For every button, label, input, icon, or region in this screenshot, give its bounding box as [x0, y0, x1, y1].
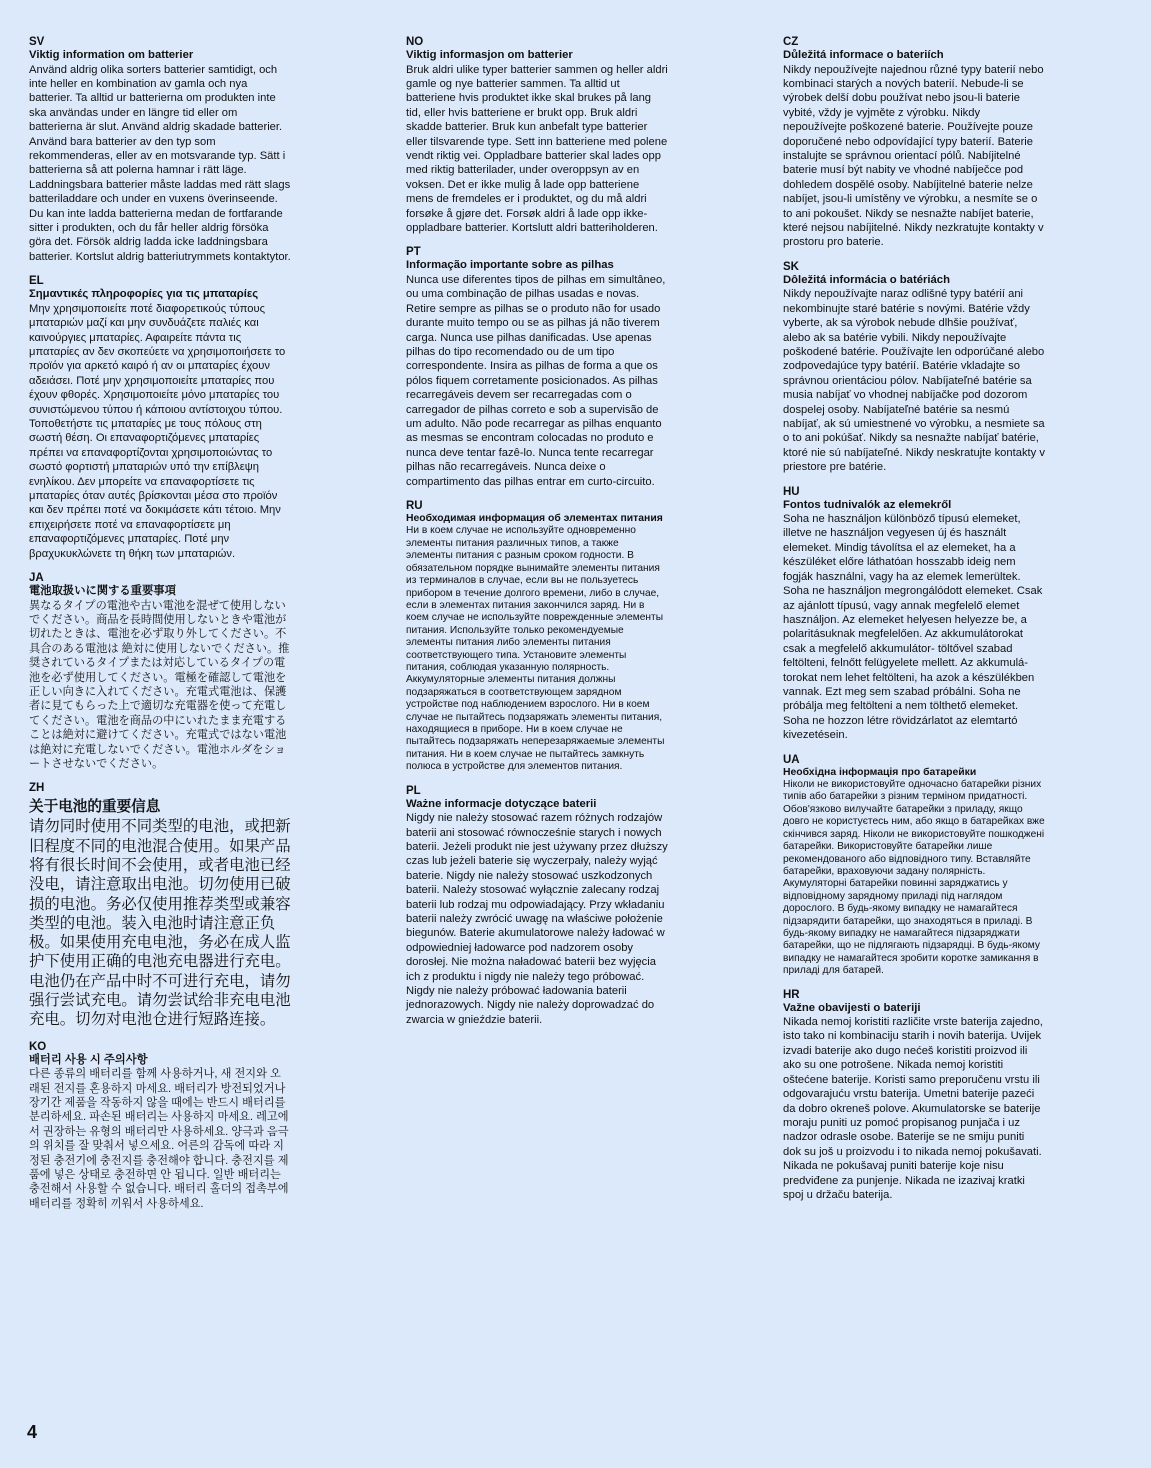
- section-body: 请勿同时使用不同类型的电池，或把新旧程度不同的电池混合使用。如果产品将有很长时间不会使用，或者电池已经没电，请注意取出电池。切勿使用已破损的电池。务必仅使用推荐类型或兼容类型的电池。装入电池时请注意正负极。如果使用充电电池，务必在成人监护下使用正确的电池充电器进行充电。电池仍在产品中时不可进行充电，请勿强行尝试充电。请勿尝试给非充电电池充电。切勿对电池仓进行短路连接。: [29, 818, 291, 1029]
- language-code: NO: [406, 36, 424, 48]
- section-body: Nikdy nepoužívejte najednou různé typy baterií nebo kombinaci starých a nových baterií. Nebude-li se výrobek delší dobu používat nebo jsou-li baterie vybité, vždy je vyjměte z výrobku. Nikdy nepoužívejte poškozené baterie. Používejte pouze doporučené nebo odpovídající typy baterií. Baterie instalujte se správnou orientací pólů. Nabíjitelné baterie musí být nabity ve vhodné nabíječce pod dohledem dospělé osoby. Nabíjitelné baterie nelze nabíjet, jsou-li umístěny ve výrobku, a nesmíte se o to ani pokoušet. Nikdy se nesnažte nabíjet baterie, které nejsou nabíjitelné. Nikdy nezkratujte kontakty v prostoru pro baterie.: [783, 63, 1044, 249]
- section-hu: [783, 486, 1045, 743]
- section-body: Nikdy nepoužívajte naraz odlišné typy batérií ani nekombinujte staré batérie s novými. Batérie vždy vyberte, ak sa výrobok nebude dlhšie používať, alebo ak sa batérie vybili. Nikdy nepoužívajte poškodené batérie. Používajte len odporúčané alebo zodpovedajúce typy batérií. Batérie vkladajte so správnou orientáciou pólov. Nabíjateľné batérie sa musia nabíjať vo vhodnej nabíjačke pod dozorom dospelej osoby. Nabíjateľné batérie sa nesmú nabíjať, ak sú umiestnené vo výrobku, a nesmiete sa o to ani pokúšať. Nikdy sa nesnažte nabíjať batérie, ktoré nie sú nabíjateľné. Nikdy neskratujte kontakty v priestore pre batérie.: [783, 288, 1045, 474]
- section-heading: Važne obavijesti o bateriji: [783, 1001, 921, 1014]
- section-body: Nigdy nie należy stosować razem różnych rodzajów baterii ani stosować równocześnie starych i nowych baterii. Jeżeli produkt nie jest używany przez dłuższy czas lub jeżeli baterie się wyczerpały, należy wyjąć baterie. Nigdy nie należy stosować uszkodzonych baterii. Należy stosować wyłącznie zalecany rodzaj baterii lub rodzaj mu odpowiadający. Przy wkładaniu baterii należy zwrócić uwagę na właściwe położenie biegunów. Baterie akumulatorowe należy ładować w odpowiedniej ładowarce pod nadzorem osoby dorosłej. Nie można naładować baterii bez wyjęcia ich z produktu i nigdy nie należy tego próbować. Nigdy nie należy próbować ładowania baterii jednorazowych. Nigdy nie należy doprowadzać do zwarcia w gnieździe baterii.: [406, 812, 668, 1026]
- language-code: HR: [783, 988, 800, 1001]
- section-ua: [783, 754, 1045, 978]
- section-heading: Informação importante sobre as pilhas: [406, 259, 614, 272]
- section-body: Μην χρησιμοποιείτε ποτέ διαφορετικούς τύπους μπαταριών μαζί και μην συνδυάζετε παλιές και καινούργιες μπαταρίες. Αφαιρείτε πάντα τις μπαταρίες αν δεν σκοπεύετε να χρησιμοποιήσετε το προϊόν για αρκετό καιρό ή αν οι μπαταρίες έχουν αδειάσει. Ποτέ μην χρησιμοποιείτε μπαταρίες που έχουν φθορές. Χρησιμοποιείτε μόνο μπαταρίες του συνιστώμενου τύπου ή κάποιου αντίστοιχου τύπου. Τοποθετήστε τις μπαταρίες με τους πόλους στη σωστή θέση. Οι επαναφορτιζόμενες μπαταρίες πρέπει να επαναφορτίζονται χρησιμοποιώντας το σωστό φορτιστή μπαταριών υπό την επίβλεψη ενηλίκου. Δεν μπορείτε να επαναφορτίσετε τις μπαταρίες όταν αυτές βρίσκονται μέσα στο προϊόν και δεν πρέπει ποτέ να δοκιμάσετε κάτι τέτοιο. Μην επιχειρήσετε ποτέ να επαναφορτίσετε μη επαναφορτιζόμενες μπαταρίες. Ποτέ μην βραχυκυκλώνετε τη θήκη των μπαταριών.: [29, 302, 286, 560]
- section-body: Ни в коем случае не используйте одновременно элементы питания различных типов, а также элементы питания с разным сроком годности. В обязательном порядке вынимайте элементы питания из терминалов в случае, если вы не пользуетесь прибором в течение долгого времени, либо в случае, если в элементах питания закончился заряд. Ни в коем случае не используйте поврежденные элементы питания. Используйте только рекомендуемые элементы питания либо элементы питания соответствующего типа. Установите элементы питания, соблюдая указанную полярность. Аккумуляторные элементы питания должны подзаряжаться в соответствующем зарядном устройстве под наблюдением взрослого. Ни в коем случае не пытайтесь подзаряжать элементы питания, находящиеся в приборе. Ни в коем случае не пытайтесь подзаряжать неперезаряжаемые элементы питания. Ни в коем случае не пытайтесь замкнуть полюса в устройстве для элементов питания.: [406, 525, 665, 773]
- section-heading: Viktig information om batterier: [29, 49, 194, 61]
- language-code: SK: [783, 260, 799, 273]
- language-code: ZH: [29, 782, 45, 795]
- language-code: CZ: [783, 36, 799, 48]
- section-body: Soha ne használjon különböző típusú elemeket, illetve ne használjon vegyesen új és használt elemeket. Mindig távolítsa el az elemeket, ha a készüléket előre láthatóan hosszabb ideig nem fogják használni, vagy ha az elemek lemerültek. Soha ne használjon megrongálódott elemeket. Csak az ajánlott típusú, vagy annak megfelelő elemet használjon. Az elemeket helyesen helyezze be, a polaritásuknak megfelelően. Az akkumulátorokat csak a megfelelő akkumulátor- töltővel szabad feltölteni, felnőtt felügyelete mellett. Az akkumulá- torokat nem lehet feltölteni, ha azok a készülékben vannak. Ezt meg sem szabad próbálni. Soha ne próbálja meg feltölteni a nem tölthető elemeket. Soha ne hozzon létre rövidzárlatot az elemtartó kivezetésein.: [783, 513, 1043, 742]
- section-heading: Необхідна інформація про батарейки: [783, 766, 977, 778]
- section-heading: Dôležitá informácia o batériách: [783, 273, 950, 286]
- language-code: PL: [406, 784, 421, 797]
- section-heading: Viktig informasjon om batterier: [406, 49, 573, 61]
- section-zh: [29, 782, 291, 1029]
- section-ja: [29, 572, 291, 771]
- section-heading: 배터리 사용 시 주의사항: [29, 1053, 148, 1066]
- section-heading: 電池取扱いに関する重要事項: [29, 585, 176, 597]
- section-heading: Ważne informacje dotyczące baterii: [406, 797, 597, 810]
- language-code: EL: [29, 275, 44, 288]
- section-heading: 关于电池的重要信息: [29, 799, 161, 816]
- section-cz: [783, 36, 1045, 250]
- section-heading: Необходимая информация об элементах питания: [406, 512, 663, 524]
- section-body: Bruk aldri ulike typer batterier sammen og heller aldri gamle og nye batterier sammen. Ta alltid ut batteriene hvis produktet ikke skal brukes på lang tid, eller hvis batteriene er brukt opp. Bruk aldri skadde batterier. Bruk kun anbefalt type batterier eller tilsvarende type. Sett inn batteriene med polene vendt riktig vei. Oppladbare batterier skal lades opp med riktig batterilader, under overoppsyn av en voksen. Det er ikke mulig å lade opp batteriene mens de fremdeles er i produktet, og du må aldri forsøke å gjøre det. Forsøk aldri å lade opp ikke-oppladbare batterier. Kortslutt aldri batteriholderen.: [406, 63, 668, 234]
- section-pl: [406, 785, 668, 1028]
- section-heading: Σημαντικές πληροφορίες για τις μπαταρίες: [29, 288, 259, 301]
- section-sk: [783, 261, 1045, 475]
- language-code: KO: [29, 1040, 47, 1053]
- section-hr: [783, 989, 1045, 1203]
- language-code: SV: [29, 36, 45, 48]
- section-pt: [406, 246, 668, 489]
- section-body: Använd aldrig olika sorters batterier samtidigt, och inte heller en kombination av gamla och nya batterier. Ta alltid ur batterierna om produkten inte ska användas under en längre tid eller om batterierna är slut. Använd aldrig skadade batterier. Använd bara batterier av den typ som rekommenderas, eller av en motsvarande typ. Sätt i batterierna så att polerna hamnar i rätt läge. Laddningsbara batterier måste laddas med rätt slags batteriladdare och under en vuxens överinseende. Du kan inte ladda batterierna medan de fortfarande sitter i produkten, och du får heller aldrig försöka göra det. Försök aldrig ladda icke laddningsbara batterier. Kortslut aldrig batteriutrymmets kontaktytor.: [29, 63, 291, 263]
- language-code: HU: [783, 485, 800, 498]
- section-body: Ніколи не використовуйте одночасно батарейки різних типів або батарейки з різним терміном придатності. Обов'язково вилучайте батарейки з приладу, якщо довго не користуєтесь ним, або якщо в батарейках вже скінчився заряд. Ніколи не використовуйте пошкоджені батарейки. Використовуйте батарейки лише рекомендованого або відповідного типу. Вставляйте батарейки, враховуючи задану полярність. Акумуляторні батарейки повинні заряджатись у відповідному зарядному приладі під наглядом дорослого. В будь-якому випадку не намагайтеся підзарядити батарейки, що знаходяться в приладі. В будь-якому випадку не намагайтеся підзаряджати батарейки, що не підлягають підзарядці. В будь-якому випадку не намагайтеся зробити коротке замикання в приладі для батарей.: [783, 779, 1045, 977]
- column-3: [783, 36, 1045, 1213]
- section-el: [29, 275, 291, 561]
- section-heading: Důležitá informace o bateriích: [783, 49, 944, 61]
- section-body: Nikada nemoj koristiti različite vrste baterija zajedno, isto tako ni kombinaciju starih i novih baterija. Uvijek izvadi baterije ako dugo nećeš koristiti proizvod ili ako su one potrošene. Nikada nemoj koristiti oštećene baterije. Koristi samo preporučenu vrstu ili odgovarajuću vrstu baterija. Umetni baterije pazeći da dobro okreneš polove. Akumulatorske se baterije moraju puniti uz pomoć propisanog punjača i uz nadzor odrasle osobe. Baterije se ne smiju puniti dok su još u proizvodu i to nikada nemoj pokušavati. Nikada ne pokušavaj puniti baterije koje nisu predviđene za punjenje. Nikada ne izazivaj kratki spoj u držaču baterija.: [783, 1016, 1043, 1201]
- section-no: [406, 36, 668, 235]
- section-heading: Fontos tudnivalók az elemekről: [783, 498, 952, 511]
- column-2: [406, 36, 668, 1038]
- section-body: Nunca use diferentes tipos de pilhas em simultâneo, ou uma combinação de pilhas usadas e novas. Retire sempre as pilhas se o produto não for usado durante muito tempo ou se as pilhas já não tiverem carga. Nunca use pilhas danificadas. Use apenas pilhas do tipo recomendado ou de um tipo correspondente. Insira as pilhas de forma a que os pólos fiquem corretamente posicionados. As pilhas recarregáveis devem ser recarregadas com o carregador de pilhas correto e sob a supervisão de um adulto. Não pode recarregar as pilhas enquanto as mesmas se encontram colocadas no produto e nunca deve tentar fazê-lo. Nunca tente recarregar pilhas não recarregáveis. Nunca deixe o compartimento das pilhas entrar em curto-circuito.: [406, 273, 666, 488]
- language-code: UA: [783, 753, 800, 766]
- column-1: [29, 36, 291, 1222]
- language-code: PT: [406, 246, 421, 259]
- section-ko: [29, 1041, 291, 1212]
- section-ru: [406, 500, 668, 774]
- language-code: JA: [29, 572, 44, 584]
- section-sv: [29, 36, 291, 264]
- language-code: RU: [406, 499, 423, 512]
- section-body: 다른 종류의 배터리를 함께 사용하거나, 새 전지와 오래된 전지를 혼용하지 마세요. 배터리가 방전되었거나 장기간 제품을 작동하지 않을 때에는 반드시 배터리를 분리하세요. 파손된 배터리는 사용하지 마세요. 레고에서 권장하는 유형의 배터리만 사용하세요. 양극과 음극의 위치를 잘 맞춰서 넣으세요. 어른의 감독에 따라 지정된 충전기에 충전지를 충전해야 합니다. 충전지를 제품에 넣은 상태로 충전하면 안 됩니다. 일반 배터리는 충전해서 사용할 수 없습니다. 배터리 홀더의 접촉부에 배터리를 정확히 끼워서 사용하세요.: [29, 1068, 289, 1210]
- section-body: 異なるタイプの電池や古い電池を混ぜて使用しないでください。商品を長時間使用しないときや電池が切れたときは、電池を必ず取り外してください。不具合のある電池は 絶対に使用しないでください。推奨されているタイプまたは対応しているタイプの電池を必ず使用してください。電極を確認して電池を正しい向きに入れてください。充電式電池は、保護者に見てもらった上で適切な充電器を使って充電してください。電池を商品の中にいれたまま充電することは絶対に避けてください。充電式ではない電池は絶対に充電しないでください。電池ホルダをショートさせないでください。: [29, 599, 290, 770]
- page-number: 4: [27, 1422, 38, 1442]
